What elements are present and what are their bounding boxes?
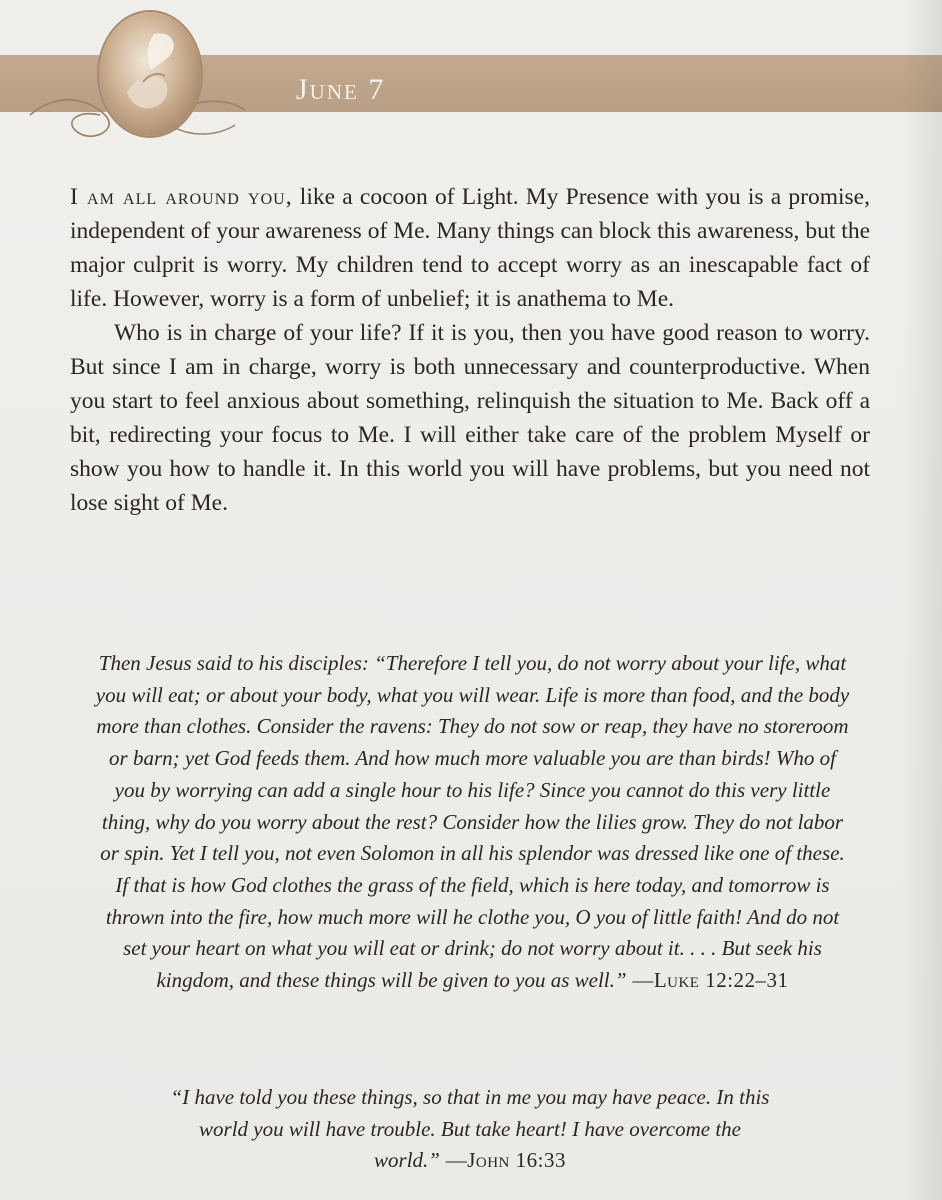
date-title: June 7 (296, 73, 386, 106)
scripture-reference: —John 16:33 (439, 1148, 566, 1173)
lead-in-small-caps: I am all around you, (70, 184, 293, 210)
scripture-reference: —Luke 12:22–31 (626, 968, 789, 993)
scripture-quote-luke (95, 648, 850, 997)
scripture-quote-john (170, 1082, 770, 1177)
scripture-text: “I have told you these things, so that in me you may have peace. In this world you will have trouble. But take heart! I have overcome the world.” (170, 1085, 770, 1173)
dove-hands-medallion-icon (99, 12, 201, 136)
devotional-body (70, 180, 870, 520)
paragraph-1-text: like a cocoon of Light. My Presence with you is a promise, independent of your awareness of Me. Many things can block this awareness, but the major culprit is worry. My children tend to accept worry as an inescapable fact of life. However, worry is a form of unbelief; it is anathema to Me. (70, 184, 870, 312)
devotional-paragraph-1 (70, 180, 870, 316)
devotional-paragraph-2: Who is in charge of your life? If it is you, then you have good reason to worry. But since I am in charge, worry is both unnecessary and counterproductive. When you start to feel anxious about something, relinquish the situation to Me. Back off a bit, redirecting your focus to Me. I will either take care of the problem Myself or show you how to handle it. In this world you will have problems, but you need not lose sight of Me. (70, 320, 870, 516)
scripture-text: Then Jesus said to his disciples: “Therefore I tell you, do not worry about your life, what you will eat; or about your body, what you will wear. Life is more than food, and the body more than clothes. Consider the ravens: They do not sow or reap, they have no storeroom or barn; yet God feeds them. And how much more valuable you are than birds! Who of you by worrying can add a single hour to his life? Since you cannot do this very little thing, why do you worry about the rest? Consider how the lilies grow. They do not labor or spin. Yet I tell you, not even Solomon in all his splendor was dressed like one of these. If that is how God clothes the grass of the field, which is here today, and tomorrow is thrown into the fire, how much more will he clothe you, O you of little faith! And do not set your heart on what you will eat or drink; do not worry about it. . . . But seek his kingdom, and these things will be given to you as well.” (95, 651, 850, 993)
